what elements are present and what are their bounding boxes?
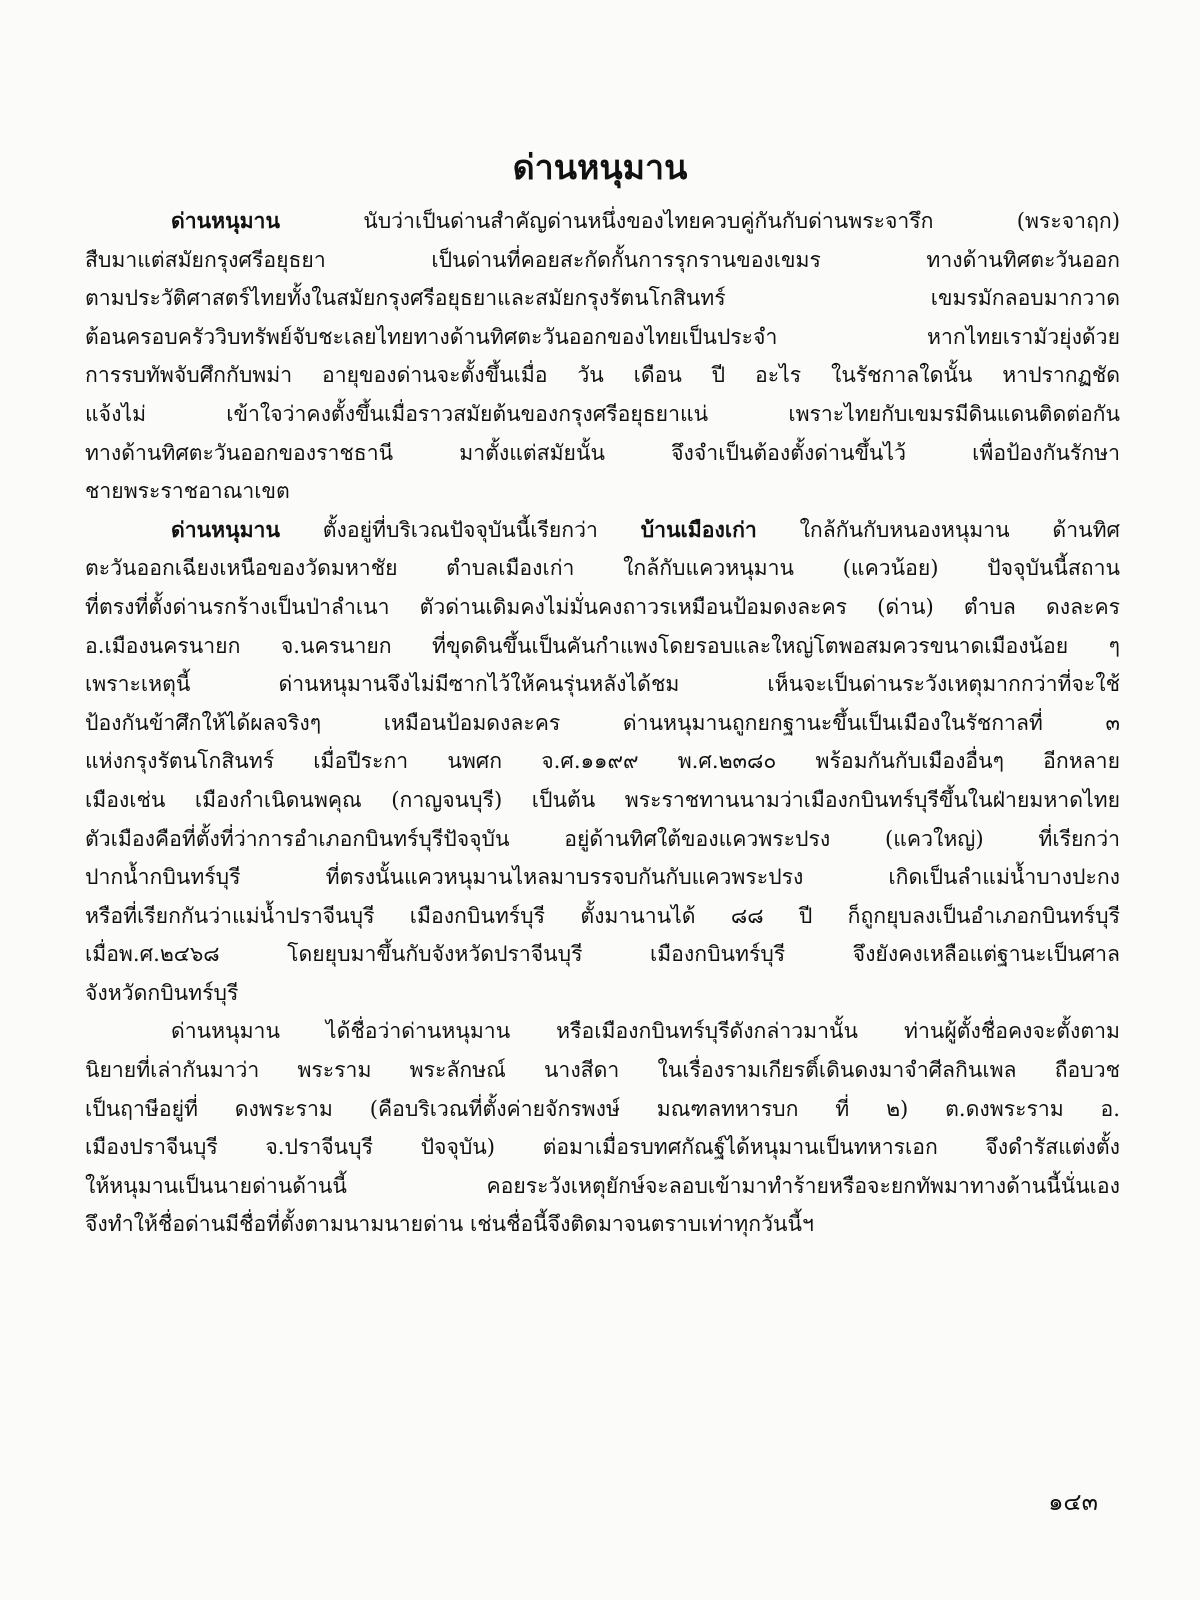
- line-text: หรือที่เรียกกันว่าแม่น้ำปราจีนบุรี เมืองกบินทร์บุรี ตั้งมานานได้ ๘๘ ปี ก็ถูกยุบลงเป็นอำเภอกบินทร์บุรี: [85, 902, 1120, 928]
- text-line: [85, 395, 1120, 434]
- text-line: [85, 1012, 1120, 1051]
- line-text: เป็นฤาษีอยู่ที่ ดงพระราม (คือบริเวณที่ตั้งค่ายจักรพงษ์ มณฑลทหารบก ที่ ๒) ต.ดงพระราม อ.: [85, 1095, 1120, 1121]
- line-text: ใกล้กันกับหนองหนุมาน ด้านทิศ: [756, 516, 1120, 542]
- line-text: ชายพระราชอาณาเขต: [85, 478, 290, 504]
- line-text: เมื่อพ.ศ.๒๔๖๘ โดยยุบมาขึ้นกับจังหวัดปราจีนบุรี เมืองกบินทร์บุรี จึงยังคงเหลือแต่ฐานะเป็นศาล: [85, 941, 1120, 967]
- line-text: เพราะเหตุนี้ ด่านหนุมานจึงไม่มีซากไว้ให้คนรุ่นหลังได้ชม เห็นจะเป็นด่านระวังเหตุมากกว่าที่จะใช้: [85, 671, 1120, 697]
- text-line: [85, 1128, 1120, 1167]
- line-text: ที่ตรงที่ตั้งด่านรกร้างเป็นป่าลำเนา ตัวด่านเดิมคงไม่มั่นคงถาวรเหมือนป้อมดงละคร (ด่าน) ตำบล ดงละคร: [85, 593, 1120, 619]
- line-text: จังหวัดกบินทร์บุรี: [85, 979, 239, 1005]
- line-text: เมืองปราจีนบุรี จ.ปราจีนบุรี ปัจจุบัน) ต่อมาเมื่อรบทศกัณฐ์ได้หนุมานเป็นทหารเอก จึงดำรัสแต่งตั้ง: [85, 1134, 1120, 1160]
- line-text: ป้องกันข้าศึกให้ได้ผลจริงๆ เหมือนป้อมดงละคร ด่านหนุมานถูกยกฐานะขึ้นเป็นเมืองในรัชกาลที่ ๓: [85, 709, 1120, 735]
- line-text: ให้หนุมานเป็นนายด่านด้านนี้ คอยระวังเหตุยักษ์จะลอบเข้ามาทำร้ายหรือจะยกทัพมาทางด้านนี้นั่นเอง: [85, 1172, 1120, 1198]
- bold-term: บ้านเมืองเก่า: [640, 516, 757, 542]
- line-text: แจ้งไม่ เข้าใจว่าคงตั้งขึ้นเมื่อราวสมัยต้นของกรุงศรีอยุธยาแน่ เพราะไทยกับเขมรมีดินแดนติดต่อกัน: [85, 400, 1120, 426]
- text-line: [85, 511, 1120, 550]
- text-line: [85, 820, 1120, 859]
- text-line: [85, 627, 1120, 666]
- line-text: เมืองเช่น เมืองกำเนิดนพคุณ (กาญจนบุรี) เป็นต้น พระราชทานนามว่าเมืองกบินทร์บุรีขึ้นในฝ่ายมหาดไทย: [85, 786, 1120, 812]
- line-text: ตั้งอยู่ที่บริเวณปัจจุบันนี้เรียกว่า: [279, 516, 641, 542]
- bold-term: ด่านหนุมาน: [171, 208, 280, 233]
- bold-term: ด่านหนุมาน: [171, 516, 280, 542]
- text-line: [85, 935, 1120, 974]
- text-line: [85, 742, 1120, 781]
- line-text: นับว่าเป็นด่านสำคัญด่านหนึ่งของไทยควบคู่กันกับด่านพระจารึก (พระจาฤก): [279, 208, 1120, 233]
- text-line: [85, 665, 1120, 704]
- text-line: [85, 1051, 1120, 1090]
- text-line: [85, 974, 1120, 1013]
- text-line: [85, 1090, 1120, 1129]
- line-text: ตัวเมืองคือที่ตั้งที่ว่าการอำเภอกบินทร์บุรีปัจจุบัน อยู่ด้านทิศใต้ของแควพระปรง (แควใหญ่) ที่เรียกว่า: [85, 825, 1120, 851]
- line-text: ปากน้ำกบินทร์บุรี ที่ตรงนั้นแควหนุมานไหลมาบรรจบกันกับแควพระปรง เกิดเป็นลำแม่น้ำบางปะกง: [85, 864, 1120, 890]
- text-line: [85, 781, 1120, 820]
- text-line: [85, 1167, 1120, 1206]
- text-line: [85, 549, 1120, 588]
- text-line: [85, 858, 1120, 897]
- line-text: สืบมาแต่สมัยกรุงศรีอยุธยา เป็นด่านที่คอยสะกัดกั้นการรุกรานของเขมร ทางด้านทิศตะวันออก: [85, 246, 1120, 272]
- line-text: ด่านหนุมาน ได้ชื่อว่าด่านหนุมาน หรือเมืองกบินทร์บุรีดังกล่าวมานั้น ท่านผู้ตั้งชื่อคงจะตั้งตาม: [171, 1018, 1120, 1044]
- line-text: แห่งกรุงรัตนโกสินทร์ เมื่อปีระกา นพศก จ.ศ.๑๑๙๙ พ.ศ.๒๓๘๐ พร้อมกันกับเมืองอื่นๆ อีกหลาย: [85, 748, 1120, 774]
- page-number: ๑๔๓: [1048, 1488, 1098, 1516]
- text-line: [85, 897, 1120, 936]
- text-line: [85, 588, 1120, 627]
- text-line: [85, 318, 1120, 357]
- text-line: [85, 279, 1120, 318]
- page-title: ด่านหนุมาน: [512, 148, 688, 188]
- line-text: นิยายที่เล่ากันมาว่า พระราม พระลักษณ์ นางสีดา ในเรื่องรามเกียรติ์เดินดงมาจำศีลกินเพล ถือบวช: [85, 1057, 1120, 1083]
- line-text: การรบทัพจับศึกกับพม่า อายุของด่านจะตั้งขึ้นเมื่อ วัน เดือน ปี อะไร ในรัชกาลใดนั้น หาปรากฏชัด: [85, 362, 1120, 388]
- text-line: [85, 472, 1120, 511]
- line-text: ตามประวัติศาสตร์ไทยทั้งในสมัยกรุงศรีอยุธยาและสมัยกรุงรัตนโกสินทร์ เขมรมักลอบมากวาด: [85, 285, 1120, 311]
- body-text: [85, 202, 1120, 1244]
- line-text: ตะวันออกเฉียงเหนือของวัดมหาชัย ตำบลเมืองเก่า ใกล้กับแควหนุมาน (แควน้อย) ปัจจุบันนี้สถาน: [85, 555, 1120, 581]
- line-text: ต้อนครอบครัววิบทรัพย์จับชะเลยไทยทางด้านทิศตะวันออกของไทยเป็นประจำ หากไทยเรามัวยุ่งด้วย: [85, 323, 1120, 349]
- line-text: อ.เมืองนครนายก จ.นครนายก ที่ขุดดินขึ้นเป็นคันกำแพงโดยรอบและใหญ่โตพอสมควรขนาดเมืองน้อย ๆ: [85, 632, 1120, 658]
- line-text: ทางด้านทิศตะวันออกของราชธานี มาตั้งแต่สมัยนั้น จึงจำเป็นต้องตั้งด่านขึ้นไว้ เพื่อป้องกันรักษา: [85, 439, 1120, 465]
- text-line: [85, 1205, 1120, 1244]
- text-line: [85, 356, 1120, 395]
- text-line: [85, 434, 1120, 473]
- text-line: [85, 241, 1120, 280]
- text-line: [85, 202, 1120, 241]
- text-line: [85, 704, 1120, 743]
- line-text: จึงทำให้ชื่อด่านมีชื่อที่ตั้งตามนามนายด่าน เช่นชื่อนี้จึงติดมาจนตราบเท่าทุกวันนี้ฯ: [85, 1211, 814, 1237]
